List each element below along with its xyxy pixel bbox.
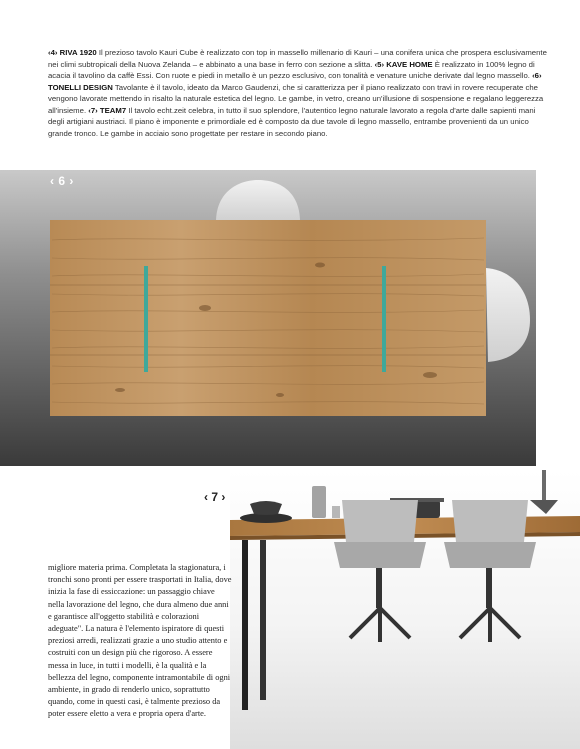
photo-6-label: ‹ 6 › xyxy=(50,174,74,188)
steel-leg-left xyxy=(242,540,248,710)
brand-team7: TEAM7 xyxy=(99,105,127,115)
brand-riva-1920: RIVA 1920 xyxy=(59,48,97,57)
glass-leg-left xyxy=(144,266,148,372)
photo-echt-zeit-illustration xyxy=(230,470,580,749)
caption-number-4: ‹4› xyxy=(48,48,58,57)
photo-tavolante-illustration xyxy=(0,170,536,466)
body-text xyxy=(48,562,233,721)
bowl xyxy=(250,501,282,515)
caption-text-5: È realizzato in 100% legno di acacia il tavolino da caffè Essi. Con ruote e piedi in metallo è un pezzo esclusivo, con tonalità e venature uniche derivate dal legno massello. xyxy=(48,59,535,80)
photo-7-label: ‹ 7 › xyxy=(204,490,226,504)
caption-number-6: ‹6› xyxy=(532,71,542,80)
carafe xyxy=(312,486,326,518)
caption-number-7: ‹7› xyxy=(88,105,98,115)
glass-leg-right xyxy=(382,266,386,372)
caption-text-6: Tavolante è il tavolo, ideato da Marco Gaudenzi, che si caratterizza per il piano realizzato con travi in rovere recuperate che vengono lavorate mettendo in risalto la naturale estetica del legno. Le gambe, in vetro, creano un'illusione di sospensione e regalano leggerezza all'insieme. xyxy=(48,82,544,115)
body-paragraph: migliore materia prima. Completata la stagionatura, i tronchi sono pronti per essere trasportati in Italia, dove inizia la fase di essiccazione: un passaggio chiave nella lavorazione del legno, che dura almeno due anni e garantisce all'oggetto stabilità e colorazioni adeguate". La natura è l'elemento ispiratore di questi preziosi arredi, realizzati grazie a uno studio attento e costruiti con un design più che rigoroso. A essere messa in luce, in tutti i modelli, è la qualità e la bellezza del legno, componente intramontabile di ogni ambiente, in grado di renderlo unico, soprattutto quando, come in questi casi, è talmente prezioso da poter essere eletto a vera e propria opera d'arte. xyxy=(48,563,232,719)
caption-text-4: Il prezioso tavolo Kauri Cube è realizzato con top in massello millenario di Kauri – una conifera unica che prospera esclusivamente nei climi subtropicali della Nuova Zelanda – e abbinato a una base in ferro con sezione a slitta. xyxy=(48,48,547,69)
caption-text-7: Il tavolo echt.zeit celebra, in tutto il suo splendore, l'autentico legno naturale lavorato a regola d'arte dalle sapienti mani degli artigiani austriaci. Il piano è imponente e primordiale ed è composto da due tavole di legno massello, entrambe provenienti da un unico grande tronco. Le gambe in acciaio sono progettate per restare in secondo piano. xyxy=(48,105,536,138)
caption-number-5: ‹5› xyxy=(374,59,385,69)
photo-tavolante-table xyxy=(0,170,536,466)
photo-echt-zeit-table xyxy=(230,470,580,749)
table-top xyxy=(50,220,486,416)
brand-tonelli-design: TONELLI DESIGN xyxy=(48,82,113,92)
brand-kave-home: KAVE HOME xyxy=(386,59,433,69)
caption-block xyxy=(48,47,548,139)
